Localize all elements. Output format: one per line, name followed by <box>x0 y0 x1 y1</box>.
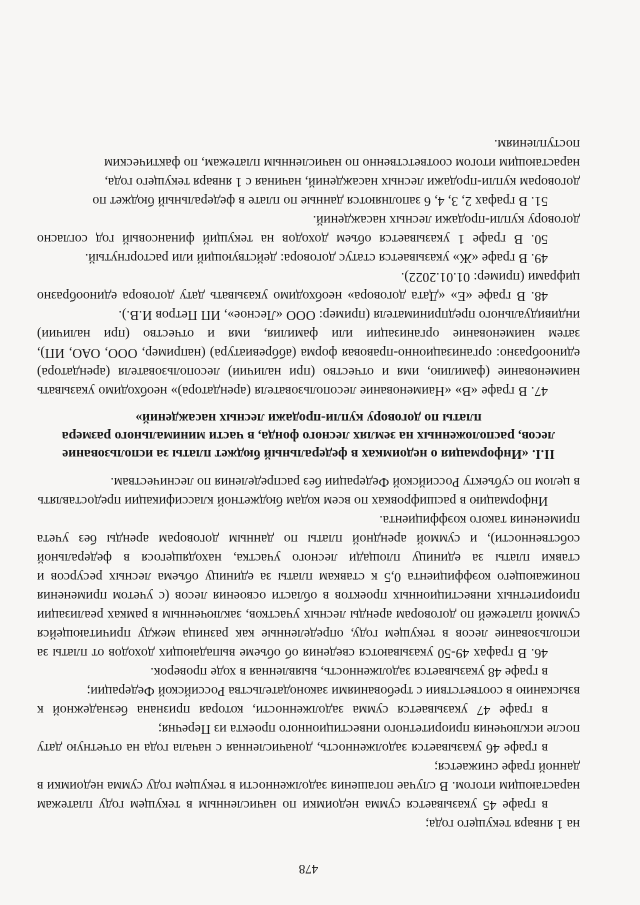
paragraphs-after-section <box>37 135 580 401</box>
paragraph: 47. В графе «В» «Наименование лесопользователя (арендатора)» необходимо указывать наименование (фамилию, имя и отчество (при наличии) лесопользователя (арендатора) единообразно: организационно-правовая форма (аббревиатура) (например, ООО, ОАО, ИП), затем наименование организации или фамилия, имя и отчество (при наличии) индивидуального предпринимателя (пример: ООО «Лесное», ИП Петров И.В.). <box>37 308 580 399</box>
paragraph: 50. В графе 1 указывается объем доходов на текущий финансовый год согласно договору купли-продажи лесных насаждений. <box>37 213 580 247</box>
paragraph: 49. В графе «Ж» указывается статус договора: действующий или расторгнутый. <box>84 251 548 266</box>
paragraphs-before-section <box>37 473 580 834</box>
paragraph: на 1 января текущего года; <box>425 817 580 832</box>
page-content <box>37 135 580 879</box>
paragraph: в графе 47 указывается сумма задолженности, которая признана безнадежной к взысканию в соответствии с требованиями законодательства Российской Федерации; <box>37 684 580 718</box>
paragraph: 46. В графах 49-50 указываются сведения об объеме выпадающих доходов от платы за использование лесов в текущем году, определенные как разница между причитающейся суммой платежей по договорам аренды лесных участков, заключенным в рамках реализации приоритетных инвестиционных проектов в области освоения лесов (с учетом применения понижающего коэффициента 0,5 к ставкам платы за единицу объема лесных ресурсов и ставки платы за единицу площади лесного участка, находящегося в федеральной собственности), и суммой арендной платы по данным договорам аренды без учета применения такого коэффициента. <box>37 513 580 661</box>
paragraph: 48. В графе «Е» «Дата договора» необходимо указывать дату договора единообразно цифрами (пример: 01.01.2022). <box>37 270 580 304</box>
paragraph: в графе 45 указывается сумма недоимки по начисленным в текущем году платежам нарастающим итогом. В случае погашения задолженности в текущем году сумма недоимки в данной графе снижается; <box>37 760 580 813</box>
paragraph: в графе 46 указывается задолженность, доначисленная с начала года на отчетную дату после исключения приоритетного инвестиционного проекта из Перечня; <box>37 722 580 756</box>
section-title: II.I. «Информация о недоимках в федеральный бюджет платы за использование лесов, расположенных на землях лесного фонда, в части минимального размера платы по договору купли-продажи лесных насаждений» <box>61 411 556 462</box>
paragraph: в графе 48 указывается задолженность, выявленная в ходе проверок. <box>150 665 548 680</box>
paragraph: Информацию в расшифровках по всем кодам бюджетной классификации предоставлять в целом по субъекту Российской Федерации без распределения по лесничествам. <box>37 475 580 509</box>
paragraph: 51. В графах 2, 3, 4, 6 заполняются данные по плате в федеральный бюджет по договорам купли-продажи лесных насаждений, начиная с 1 января текущего года, нарастающим итогом соответственно по начисленным платежам, по фактическим поступлениям. <box>92 137 580 209</box>
page-number: 478 <box>298 862 319 877</box>
